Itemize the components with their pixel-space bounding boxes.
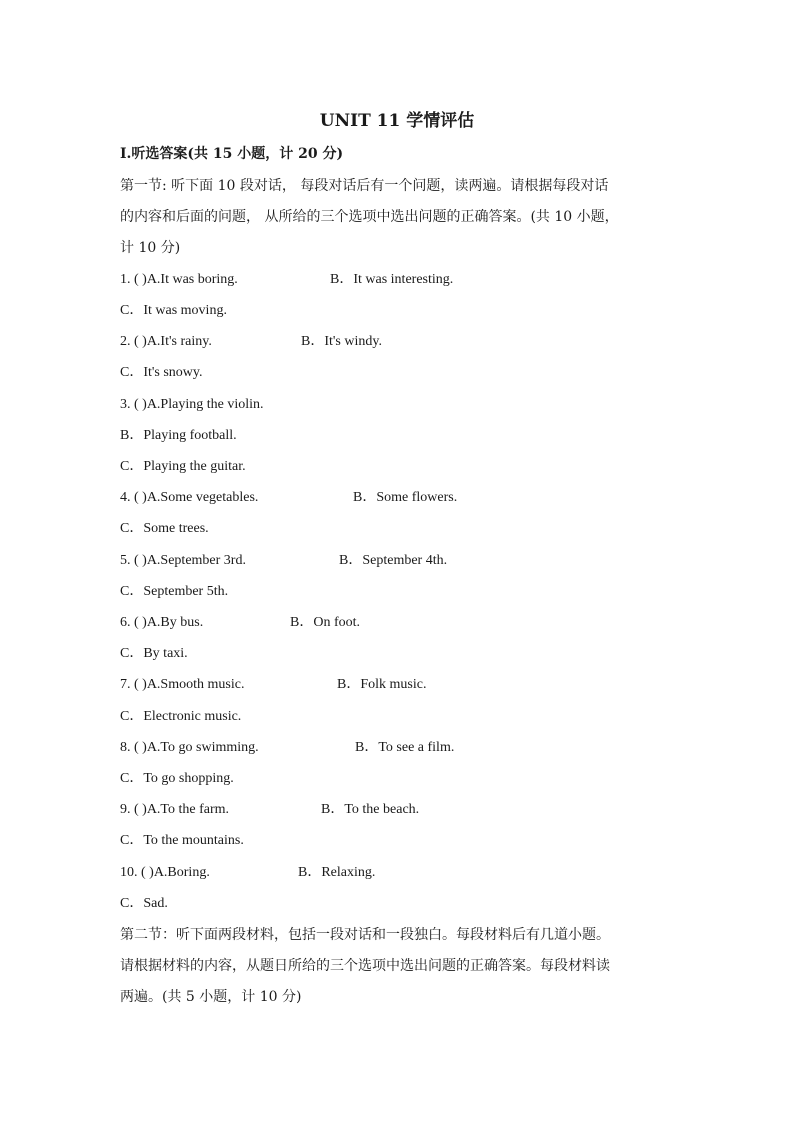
option-b: B．September 4th. bbox=[339, 553, 448, 568]
option-b: B．To the beach. bbox=[321, 802, 420, 817]
option-c: C．Playing the guitar. bbox=[120, 459, 246, 474]
section-heading: Ⅰ.听选答案(共 15 小题，计 20 分) bbox=[120, 146, 344, 162]
question-8 bbox=[120, 739, 455, 757]
part2-instruction-line-2: 请根据材料的内容，从题日所给的三个选项中选出问题的正确答案。每段材料读 bbox=[120, 958, 610, 974]
option-a: 2. ( )A.It's rainy. bbox=[120, 334, 212, 349]
question-4 bbox=[120, 489, 458, 507]
option-c: C．Sad. bbox=[120, 896, 168, 911]
option-a: 5. ( )A.September 3rd. bbox=[120, 553, 246, 568]
option-a: 1. ( )A.It was boring. bbox=[120, 272, 238, 287]
question-10 bbox=[120, 864, 376, 882]
question-7 bbox=[120, 676, 427, 694]
question-1 bbox=[120, 271, 454, 289]
option-b: B．Relaxing. bbox=[298, 865, 376, 880]
option-b: B．It was interesting. bbox=[330, 272, 454, 287]
option-a: 7. ( )A.Smooth music. bbox=[120, 677, 245, 692]
option-b: B．Some flowers. bbox=[353, 490, 458, 505]
question-3: 3. ( )A.Playing the violin. bbox=[120, 397, 264, 412]
option-a: 9. ( )A.To the farm. bbox=[120, 802, 230, 817]
question-6 bbox=[120, 614, 360, 632]
option-a: 10. ( )A.Boring. bbox=[120, 865, 210, 880]
option-c: C．Some trees. bbox=[120, 521, 209, 536]
option-a: 4. ( )A.Some vegetables. bbox=[120, 490, 259, 505]
page-title: UNIT 11 学情评估 bbox=[319, 111, 475, 131]
option-c: C．By taxi. bbox=[120, 646, 188, 661]
option-c: C．September 5th. bbox=[120, 584, 229, 599]
option-a: 8. ( )A.To go swimming. bbox=[120, 740, 259, 755]
option-b: B．To see a film. bbox=[355, 740, 455, 755]
option-b: B．Folk music. bbox=[337, 677, 427, 692]
option-c: C．It's snowy. bbox=[120, 365, 203, 380]
part1-instruction-line-2: 的内容和后面的问题， 从所给的三个选项中选出问题的正确答案。(共 10 小题， bbox=[120, 209, 619, 225]
option-b: B．Playing football. bbox=[120, 428, 237, 443]
option-c: C．To the mountains. bbox=[120, 833, 244, 848]
part2-instruction-line-1: 第二节：听下面两段材料，包括一段对话和一段独白。每段材料后有几道小题。 bbox=[120, 927, 610, 943]
option-b: B．It's windy. bbox=[301, 334, 382, 349]
option-b: B．On foot. bbox=[290, 615, 360, 630]
question-2 bbox=[120, 333, 382, 351]
question-9 bbox=[120, 801, 420, 819]
question-5 bbox=[120, 552, 448, 570]
option-a: 6. ( )A.By bus. bbox=[120, 615, 204, 630]
part1-instruction-line-3: 计 10 分) bbox=[120, 240, 181, 256]
option-c: C．To go shopping. bbox=[120, 771, 234, 786]
option-c: C．It was moving. bbox=[120, 303, 227, 318]
option-c: C．Electronic music. bbox=[120, 709, 242, 724]
part2-instruction-line-3: 两遍。(共 5 小题，计 10 分) bbox=[120, 989, 302, 1005]
part1-instruction-line-1: 第一节: 听下面 10 段对话， 每段对话后有一个问题，读两遍。请根据每段对话 bbox=[120, 178, 609, 194]
